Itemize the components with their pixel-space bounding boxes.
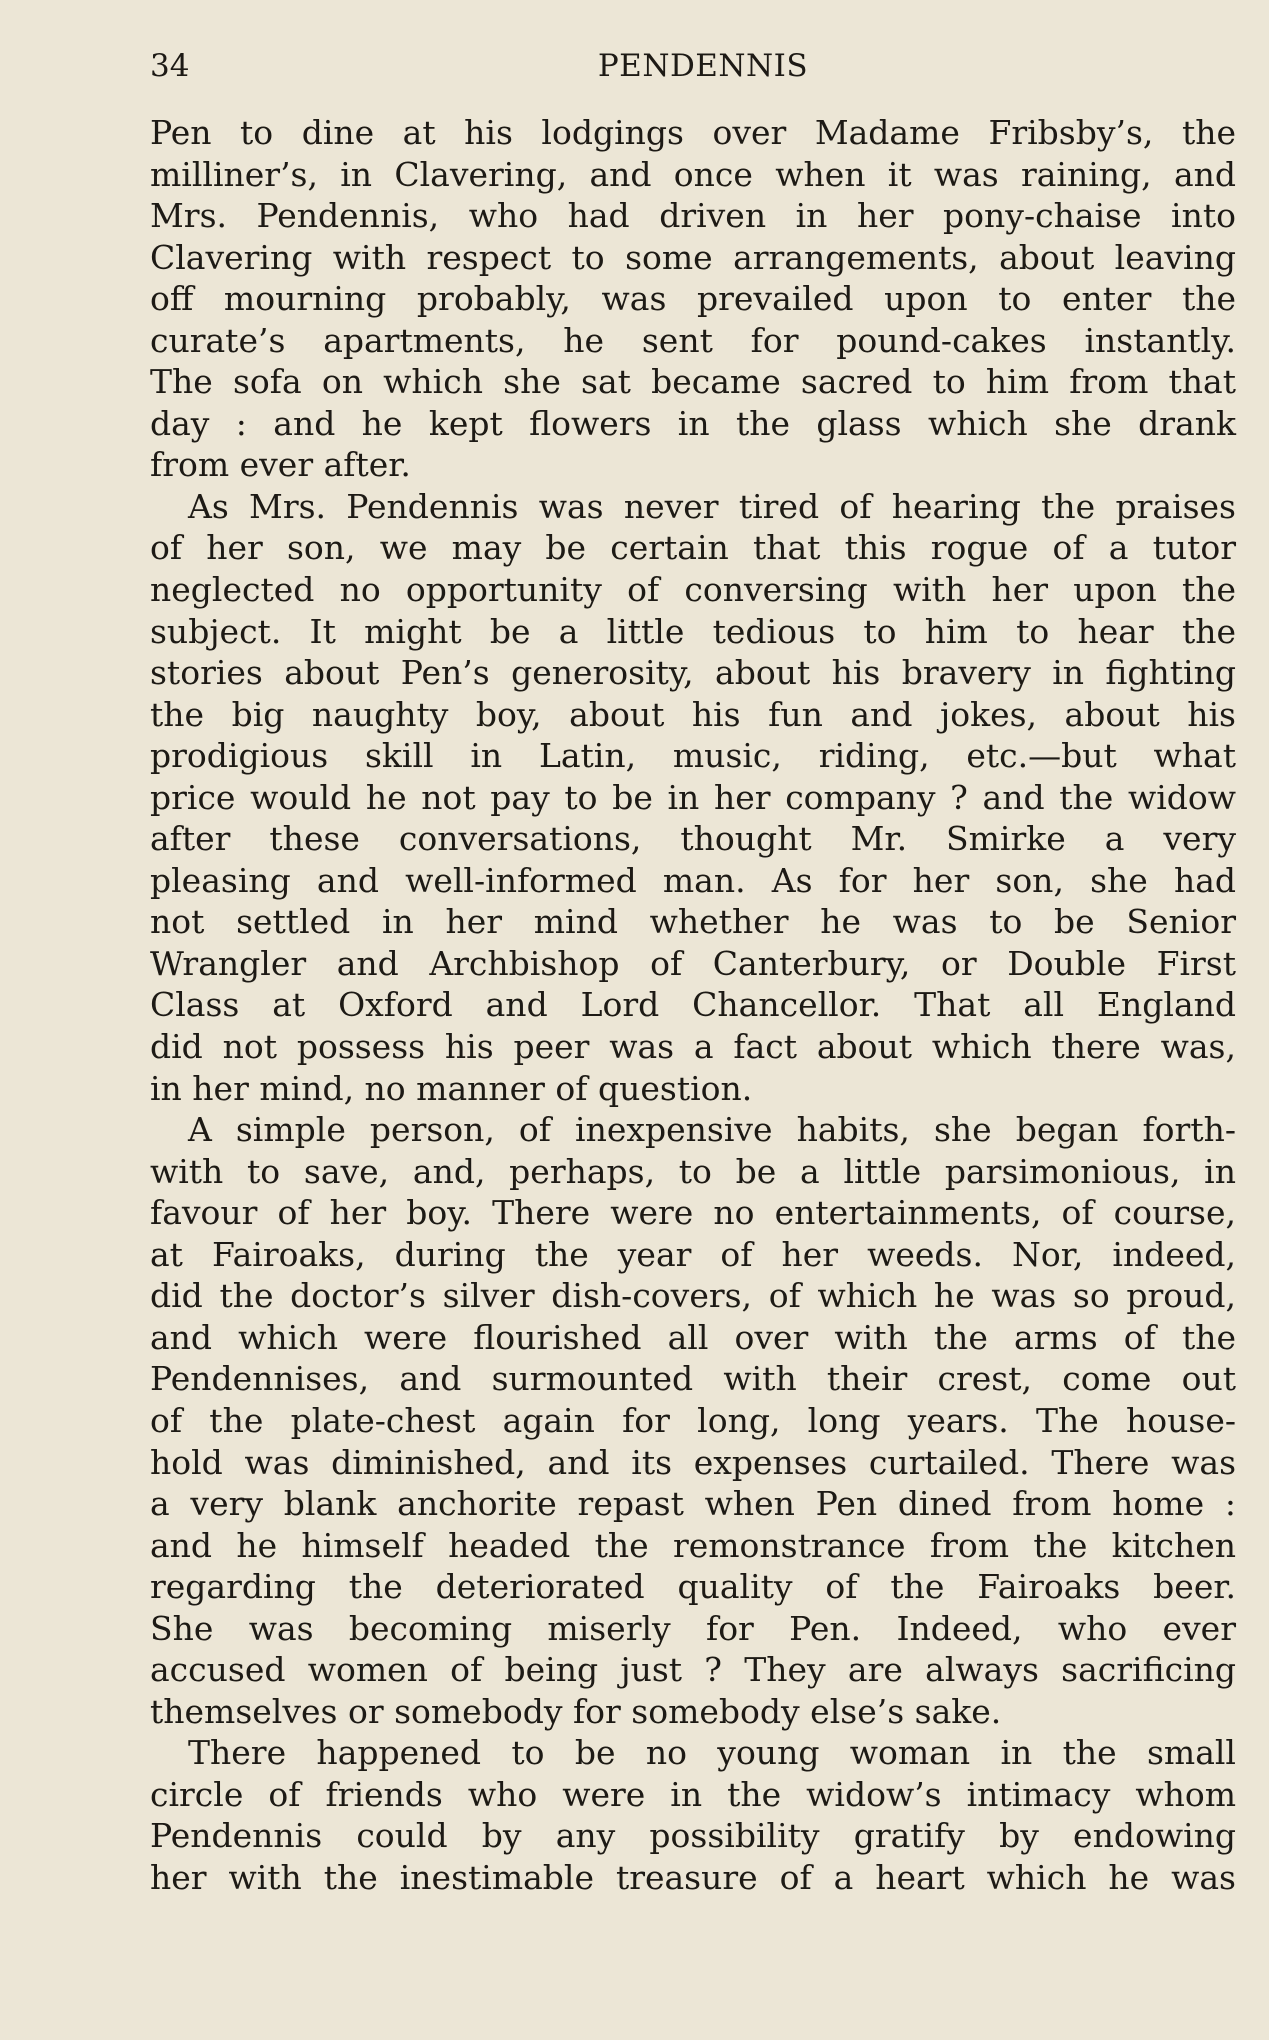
text-line: Mrs. Pendennis, who had driven in her pony-chaise into [150, 196, 1236, 236]
text-line: off mourning probably, was prevailed upon to enter the [150, 279, 1236, 319]
text-line: at Fairoaks, during the year of her weeds. Nor, indeed, [150, 1234, 1236, 1274]
text-line: Wrangler and Archbishop of Canterbury, or Double First [150, 943, 1236, 983]
text-line: Class at Oxford and Lord Chancellor. That all England [150, 985, 1236, 1025]
text-line: themselves or somebody for somebody else’s sake. [150, 1691, 1002, 1731]
text-line: and he himself headed the remonstrance from the kitchen [150, 1525, 1236, 1565]
text-line: did the doctor’s silver dish-covers, of which he was so proud, [150, 1276, 1236, 1316]
text-line: subject. It might be a little tedious to him to hear the [150, 611, 1236, 651]
text-line: There happened to be no young woman in the small [188, 1733, 1236, 1773]
page-number: 34 [150, 48, 190, 84]
text-line: day : and he kept flowers in the glass which she drank [150, 403, 1236, 443]
text-line: a very blank anchorite repast when Pen dined from home : [150, 1484, 1236, 1524]
text-line: in her mind, no manner of question. [150, 1068, 753, 1108]
text-line: Pendennis could by any possibility gratify by endowing [150, 1816, 1236, 1856]
text-line: Pendennises, and surmounted with their crest, come out [150, 1359, 1236, 1399]
text-line: Clavering with respect to some arrangements, about leaving [150, 237, 1236, 277]
text-line: accused women of being just ? They are always sacrificing [150, 1650, 1236, 1690]
text-line: neglected no opportunity of conversing with her upon the [150, 570, 1236, 610]
text-line: Pen to dine at his lodgings over Madame Fribsby’s, the [150, 113, 1236, 152]
text-line: stories about Pen’s generosity, about his bravery in fighting [150, 653, 1236, 693]
text-line: of her son, we may be certain that this rogue of a tutor [150, 528, 1236, 568]
text-line: circle of friends who were in the widow’s intimacy whom [150, 1774, 1236, 1814]
text-line: The sofa on which she sat became sacred to him from that [150, 362, 1236, 402]
text-line: prodigious skill in Latin, music, riding, etc.—but what [150, 736, 1236, 776]
text-line: of the plate-chest again for long, long years. The house- [150, 1400, 1236, 1440]
text-line: favour of her boy. There were no entertainments, of course, [150, 1193, 1236, 1233]
text-line: from ever after. [150, 445, 411, 485]
text-line: her with the inestimable treasure of a heart which he was [150, 1857, 1236, 1897]
text-line: hold was diminished, and its expenses curtailed. There was [150, 1442, 1236, 1482]
body-text [150, 112, 1236, 1899]
text-line: price would he not pay to be in her company ? and the widow [150, 777, 1236, 817]
text-line: curate’s apartments, he sent for pound-cakes instantly. [150, 320, 1236, 360]
text-line: milliner’s, in Clavering, and once when it was raining, and [150, 154, 1236, 194]
text-line: regarding the deteriorated quality of the Fairoaks beer. [150, 1567, 1236, 1607]
text-line: not settled in her mind whether he was to be Senior [150, 902, 1236, 942]
text-line: the big naughty boy, about his fun and jokes, about his [150, 694, 1236, 734]
running-title: PENDENNIS [597, 48, 809, 84]
text-line: As Mrs. Pendennis was never tired of hearing the praises [188, 486, 1236, 526]
text-line: and which were flourished all over with the arms of the [150, 1317, 1236, 1357]
text-line: did not possess his peer was a fact about which there was, [150, 1027, 1236, 1067]
text-line: with to save, and, perhaps, to be a little parsimonious, in [150, 1151, 1236, 1191]
text-line: She was becoming miserly for Pen. Indeed, who ever [150, 1608, 1236, 1648]
text-line: after these conversations, thought Mr. Smirke a very [150, 819, 1236, 859]
text-line: pleasing and well-informed man. As for her son, she had [150, 860, 1236, 900]
page-header [150, 42, 1236, 90]
text-line: A simple person, of inexpensive habits, she began forth- [188, 1110, 1236, 1150]
